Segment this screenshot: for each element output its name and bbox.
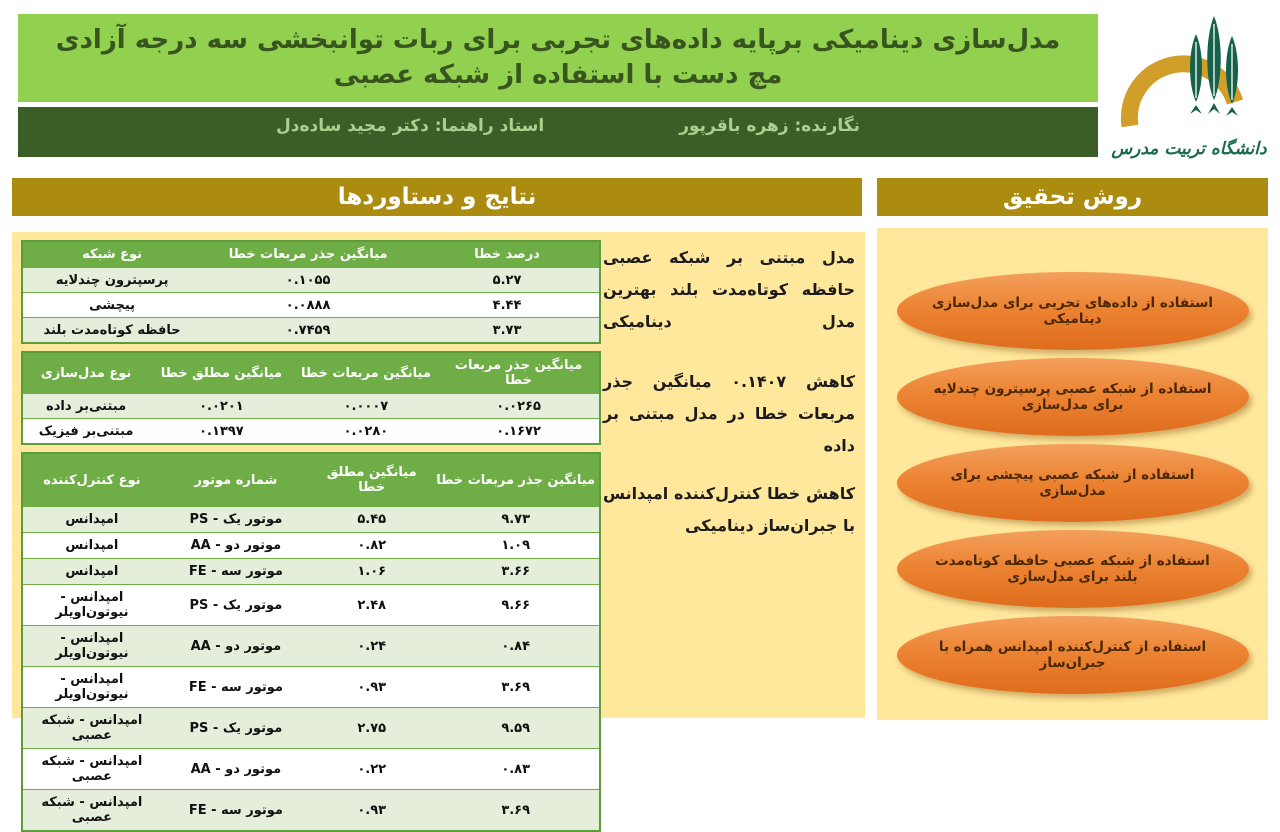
table-cell: ۳.۶۹	[432, 667, 600, 708]
table-header-row	[22, 241, 600, 268]
table-cell: مبتنی‌بر داده	[22, 394, 149, 419]
modeling-error-table	[21, 351, 601, 445]
results-section-heading	[12, 178, 862, 216]
table-cell: ۰.۸۳	[432, 749, 600, 790]
table-cell: موتور دو - AA	[161, 749, 311, 790]
table-cell: ۰.۱۳۹۷	[149, 419, 294, 445]
method-step-ellipse	[897, 272, 1249, 350]
table-header-row	[22, 352, 600, 394]
table-cell: موتور دو - AA	[161, 626, 311, 667]
table-cell: ۰.۱۶۷۲	[438, 419, 600, 445]
table-cell: ۰.۹۳	[311, 667, 432, 708]
column-header: میانگین جذر مربعات خطا	[432, 453, 600, 507]
table-cell: ۹.۵۹	[432, 708, 600, 749]
method-panel	[877, 228, 1268, 720]
column-header: نوع شبکه	[22, 241, 201, 268]
column-header: میانگین مطلق خطا	[149, 352, 294, 394]
table-cell: ۰.۰۰۰۷	[294, 394, 439, 419]
results-panel	[12, 232, 865, 825]
annotation-controller-error: کاهش خطا کنترل‌کننده امپدانس با جبران‌ساز دینامیکی	[603, 484, 855, 535]
table-cell: امپدانس	[22, 559, 161, 585]
table-cell: ۰.۷۴۵۹	[201, 318, 415, 344]
table-row	[22, 394, 600, 419]
column-header: میانگین جذر مربعات خطا	[201, 241, 415, 268]
table-cell: ۰.۹۳	[311, 790, 432, 832]
table-cell: ۱.۰۹	[432, 533, 600, 559]
method-step-label: استفاده از شبکه عصبی پیچشی برای مدل‌سازی	[950, 467, 1195, 499]
poster-title-text: مدل‌سازی دینامیکی برپایه داده‌های تجربی برای ربات توانبخشی سه درجه آزادی مچ دست با استفاده از شبکه عصبی	[55, 24, 1061, 90]
table-cell: ۳.۶۹	[432, 790, 600, 832]
method-step-label: استفاده از داده‌های تجربی برای مدل‌سازی دینامیکی	[931, 295, 1213, 327]
table-cell: موتور سه - FE	[161, 790, 311, 832]
table-cell: ۲.۴۸	[311, 585, 432, 626]
table-cell: ۵.۴۵	[311, 507, 432, 533]
method-section-heading	[877, 178, 1268, 216]
table-cell: موتور یک - PS	[161, 585, 311, 626]
logo-university-name: دانشگاه تربیت مدرس	[1111, 139, 1267, 159]
table-cell: ۱.۰۶	[311, 559, 432, 585]
table-cell: موتور دو - AA	[161, 533, 311, 559]
annotation-rmse-reduction: کاهش ۰.۱۴۰۷ میانگین جذر مربعات خطا در مدل مبتنی بر داده	[603, 372, 856, 455]
table-row	[22, 559, 600, 585]
table-row	[22, 708, 600, 749]
table-cell: پیچشی	[22, 293, 201, 318]
table-cell: ۰.۰۲۰۱	[149, 394, 294, 419]
author-label: نگارنده: زهره باقرپور	[679, 116, 860, 136]
table-cell: ۳.۶۶	[432, 559, 600, 585]
method-step-label: استفاده از کنترل‌کننده امپدانس همراه با جبران‌ساز	[938, 639, 1207, 671]
column-header: میانگین مطلق خطا	[311, 453, 432, 507]
results-tables	[21, 240, 601, 832]
table-cell: ۰.۲۲	[311, 749, 432, 790]
table-cell: ۴.۴۴	[415, 293, 600, 318]
method-step-label: استفاده از شبکه عصبی حافظه کوتاه‌مدت بلند برای مدل‌سازی	[935, 553, 1210, 585]
network-error-table	[21, 240, 601, 344]
table-cell: ۰.۱۰۵۵	[201, 268, 415, 293]
column-header: درصد خطا	[415, 241, 600, 268]
table-cell: ۹.۷۳	[432, 507, 600, 533]
table-row	[22, 533, 600, 559]
tarbiat-modares-logo-icon	[1104, 8, 1274, 164]
annotation-best-model: مدل مبتنی بر شبکه عصبی حافظه کوتاه‌مدت بلند بهترین مدل دینامیکی	[603, 248, 855, 331]
table-row	[22, 268, 600, 293]
table-cell: ۲.۷۵	[311, 708, 432, 749]
table-cell: موتور یک - PS	[161, 507, 311, 533]
table-cell: موتور سه - FE	[161, 559, 311, 585]
method-step-ellipse	[897, 444, 1249, 522]
results-heading-text: نتایج و دستاوردها	[337, 184, 537, 210]
table-cell: موتور یک - PS	[161, 708, 311, 749]
table-cell: امپدانس	[22, 533, 161, 559]
method-step-label: استفاده از شبکه عصبی پرسپترون چندلایه برای مدل‌سازی	[933, 381, 1212, 413]
table-cell: مبتنی‌بر فیزیک	[22, 419, 149, 445]
table-cell: امپدانس - نیوتون‌اویلر	[22, 585, 161, 626]
table-row	[22, 293, 600, 318]
table-row	[22, 626, 600, 667]
table-cell: امپدانس - شبکه عصبی	[22, 708, 161, 749]
table-cell: ۳.۷۳	[415, 318, 600, 344]
table-row	[22, 318, 600, 344]
table-cell: امپدانس - شبکه عصبی	[22, 790, 161, 832]
table-cell: ۰.۰۸۸۸	[201, 293, 415, 318]
table-cell: امپدانس - شبکه عصبی	[22, 749, 161, 790]
table-row	[22, 749, 600, 790]
method-step-ellipse	[897, 358, 1249, 436]
table-cell: ۰.۸۲	[311, 533, 432, 559]
table-cell: پرسپترون چندلایه	[22, 268, 201, 293]
table-row	[22, 667, 600, 708]
table-row	[22, 790, 600, 832]
table-cell: ۹.۶۶	[432, 585, 600, 626]
column-header: نوع مدل‌سازی	[22, 352, 149, 394]
table-cell: ۵.۲۷	[415, 268, 600, 293]
author-band	[18, 107, 1098, 157]
method-heading-text: روش تحقیق	[1002, 184, 1143, 210]
table-header-row	[22, 453, 600, 507]
table-cell: ۰.۰۲۶۵	[438, 394, 600, 419]
table-cell: امپدانس	[22, 507, 161, 533]
supervisor-label: استاد راهنما: دکتر مجید ساده‌دل	[276, 116, 545, 136]
column-header: میانگین جذر مربعات خطا	[438, 352, 600, 394]
column-header: شماره موتور	[161, 453, 311, 507]
poster-title	[18, 14, 1098, 102]
table-row	[22, 419, 600, 445]
table-cell: حافظه کوتاه‌مدت بلند	[22, 318, 201, 344]
table-cell: موتور سه - FE	[161, 667, 311, 708]
column-header: میانگین مربعات خطا	[294, 352, 439, 394]
column-header: نوع کنترل‌کننده	[22, 453, 161, 507]
method-step-ellipse	[897, 616, 1249, 694]
table-cell: ۰.۲۴	[311, 626, 432, 667]
table-cell: ۰.۸۴	[432, 626, 600, 667]
table-row	[22, 585, 600, 626]
controller-error-table	[21, 452, 601, 832]
table-cell: امپدانس - نیوتون‌اویلر	[22, 667, 161, 708]
method-step-ellipse	[897, 530, 1249, 608]
table-cell: امپدانس - نیوتون‌اویلر	[22, 626, 161, 667]
table-row	[22, 507, 600, 533]
university-logo	[1104, 8, 1274, 164]
table-cell: ۰.۰۲۸۰	[294, 419, 439, 445]
